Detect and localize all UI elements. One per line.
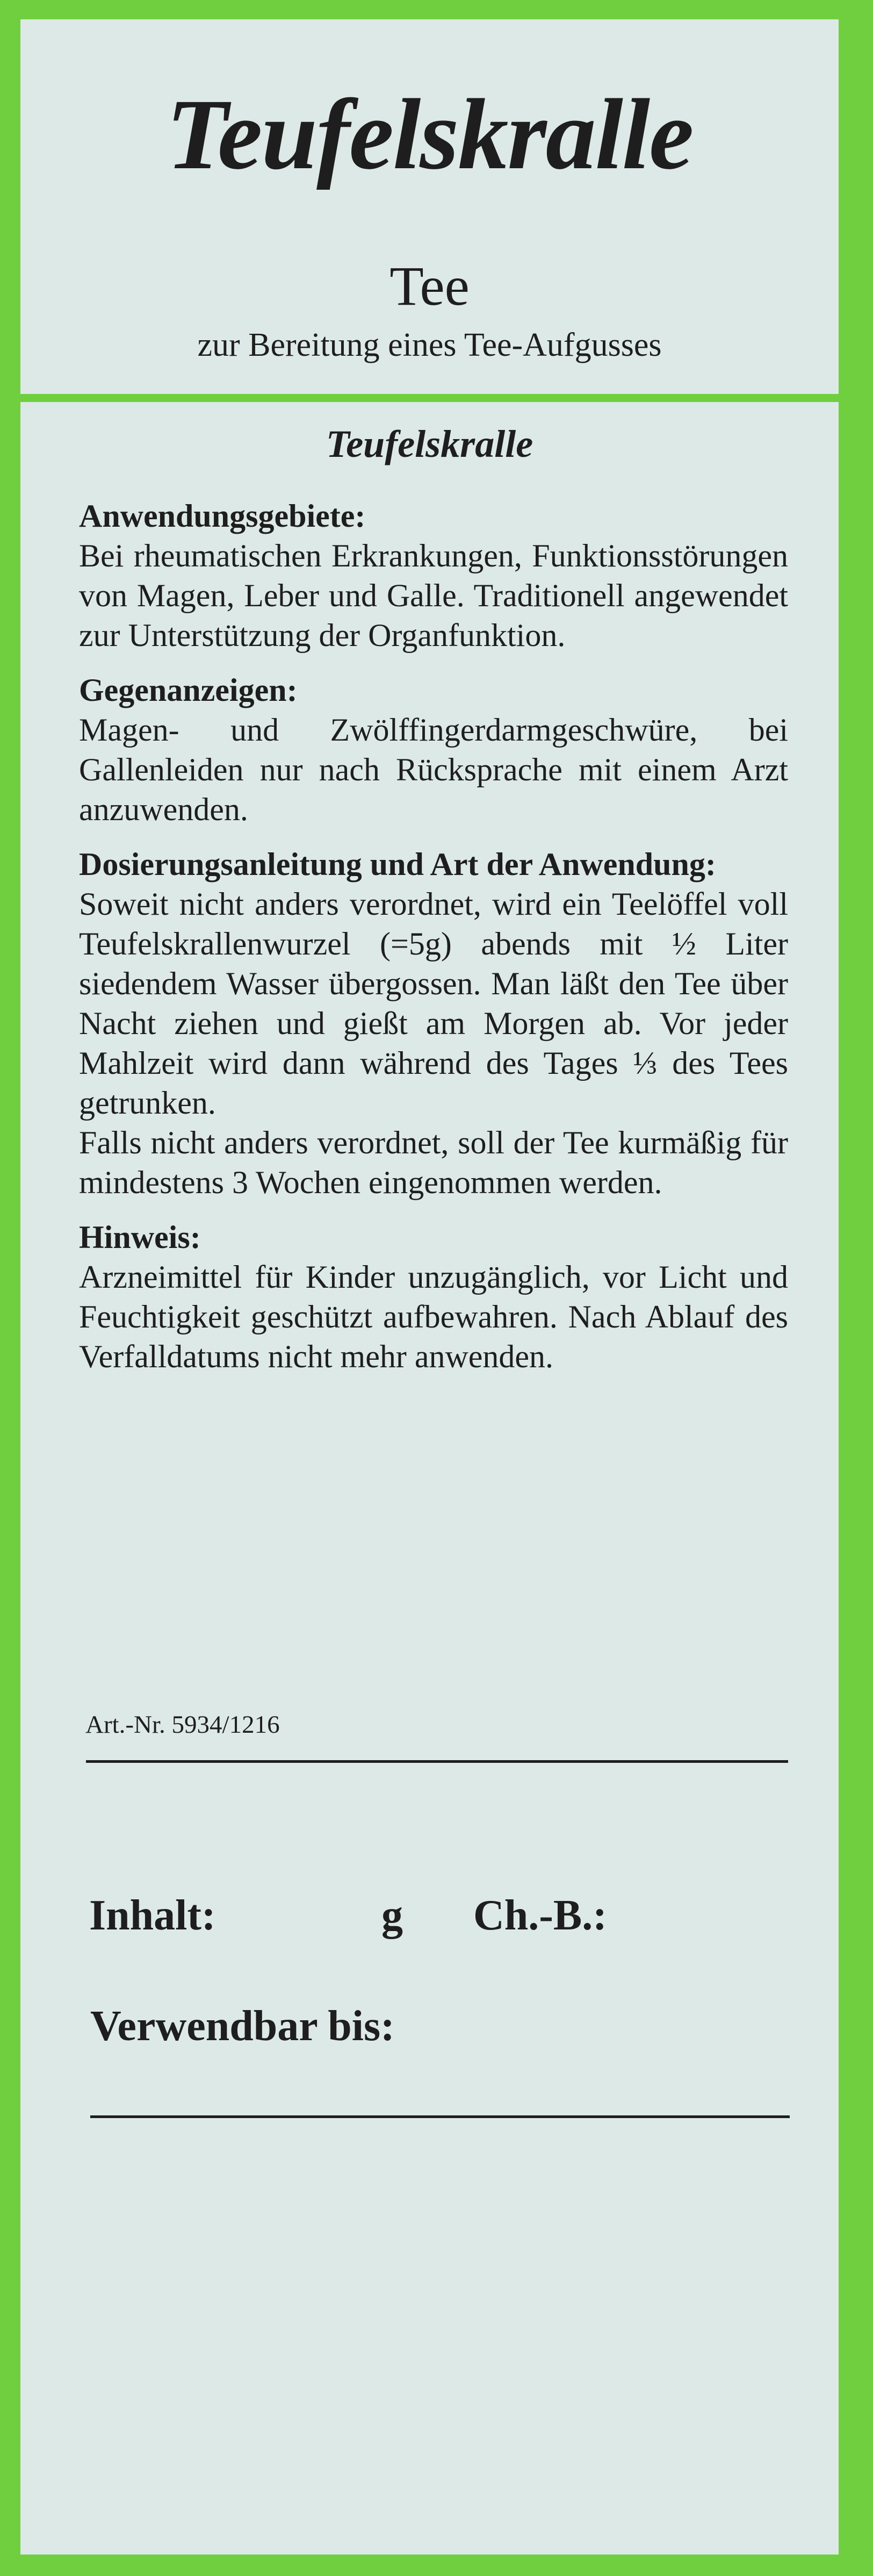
section-dosierung bbox=[79, 844, 788, 1202]
product-description: zur Bereitung eines Tee-Aufgusses bbox=[197, 327, 662, 363]
divider-line bbox=[86, 1760, 788, 1763]
section-body: Arzneimittel für Kinder unzugänglich, vor Licht und Feuchtigkeit geschützt aufbewahren. Nach Ablauf des Verfalldatums nicht mehr anwenden. bbox=[79, 1259, 788, 1374]
section-heading: Hinweis: bbox=[79, 1219, 201, 1255]
expiry-line bbox=[90, 2115, 790, 2118]
section-anwendungsgebiete bbox=[79, 496, 788, 655]
product-type: Tee bbox=[389, 255, 470, 317]
section-heading: Dosierungsanleitung und Art der Anwendung: bbox=[79, 846, 716, 882]
charge-label: Ch.-B.: bbox=[473, 1892, 607, 1939]
inhalt-label: Inhalt: bbox=[89, 1892, 216, 1939]
section-body: Soweit nicht anders verordnet, wird ein Teelöffel voll Teufelskrallenwurzel (=5g) abends mit ½ Liter siedendem Wasser übergossen. Man läßt den Tee über Nacht ziehen und gießt am Morgen ab. Vor jeder Mahlzeit wird dann während des Tages ⅓ des Tees getrunken. Falls nicht anders verordnet, soll der Tee kurmäßig für mindestens 3 Wochen eingenommen werden. bbox=[79, 886, 788, 1200]
package-leaflet bbox=[20, 402, 839, 2555]
section-hinweis bbox=[79, 1217, 788, 1376]
section-body: Bei rheumatischen Erkrankungen, Funktionsstörungen von Magen, Leber und Galle. Traditionell angewendet zur Unterstützung der Organfunktion. bbox=[79, 538, 788, 653]
section-heading: Anwendungsgebiete: bbox=[79, 498, 366, 534]
section-body: Magen- und Zwölffingerdarmgeschwüre, bei Gallenleiden nur nach Rücksprache mit einem Arzt anzuwenden. bbox=[79, 712, 788, 827]
leaflet-content bbox=[79, 496, 788, 1391]
product-title: Teufelskralle bbox=[166, 78, 693, 190]
unit-label: g bbox=[381, 1892, 403, 1939]
label-header bbox=[20, 19, 839, 394]
leaflet-title: Teufelskralle bbox=[326, 422, 533, 465]
article-number: Art.-Nr. 5934/1216 bbox=[85, 1711, 280, 1739]
section-heading: Gegenanzeigen: bbox=[79, 672, 298, 708]
section-gegenanzeigen bbox=[79, 670, 788, 829]
expiry-label: Verwendbar bis: bbox=[90, 2003, 395, 2050]
